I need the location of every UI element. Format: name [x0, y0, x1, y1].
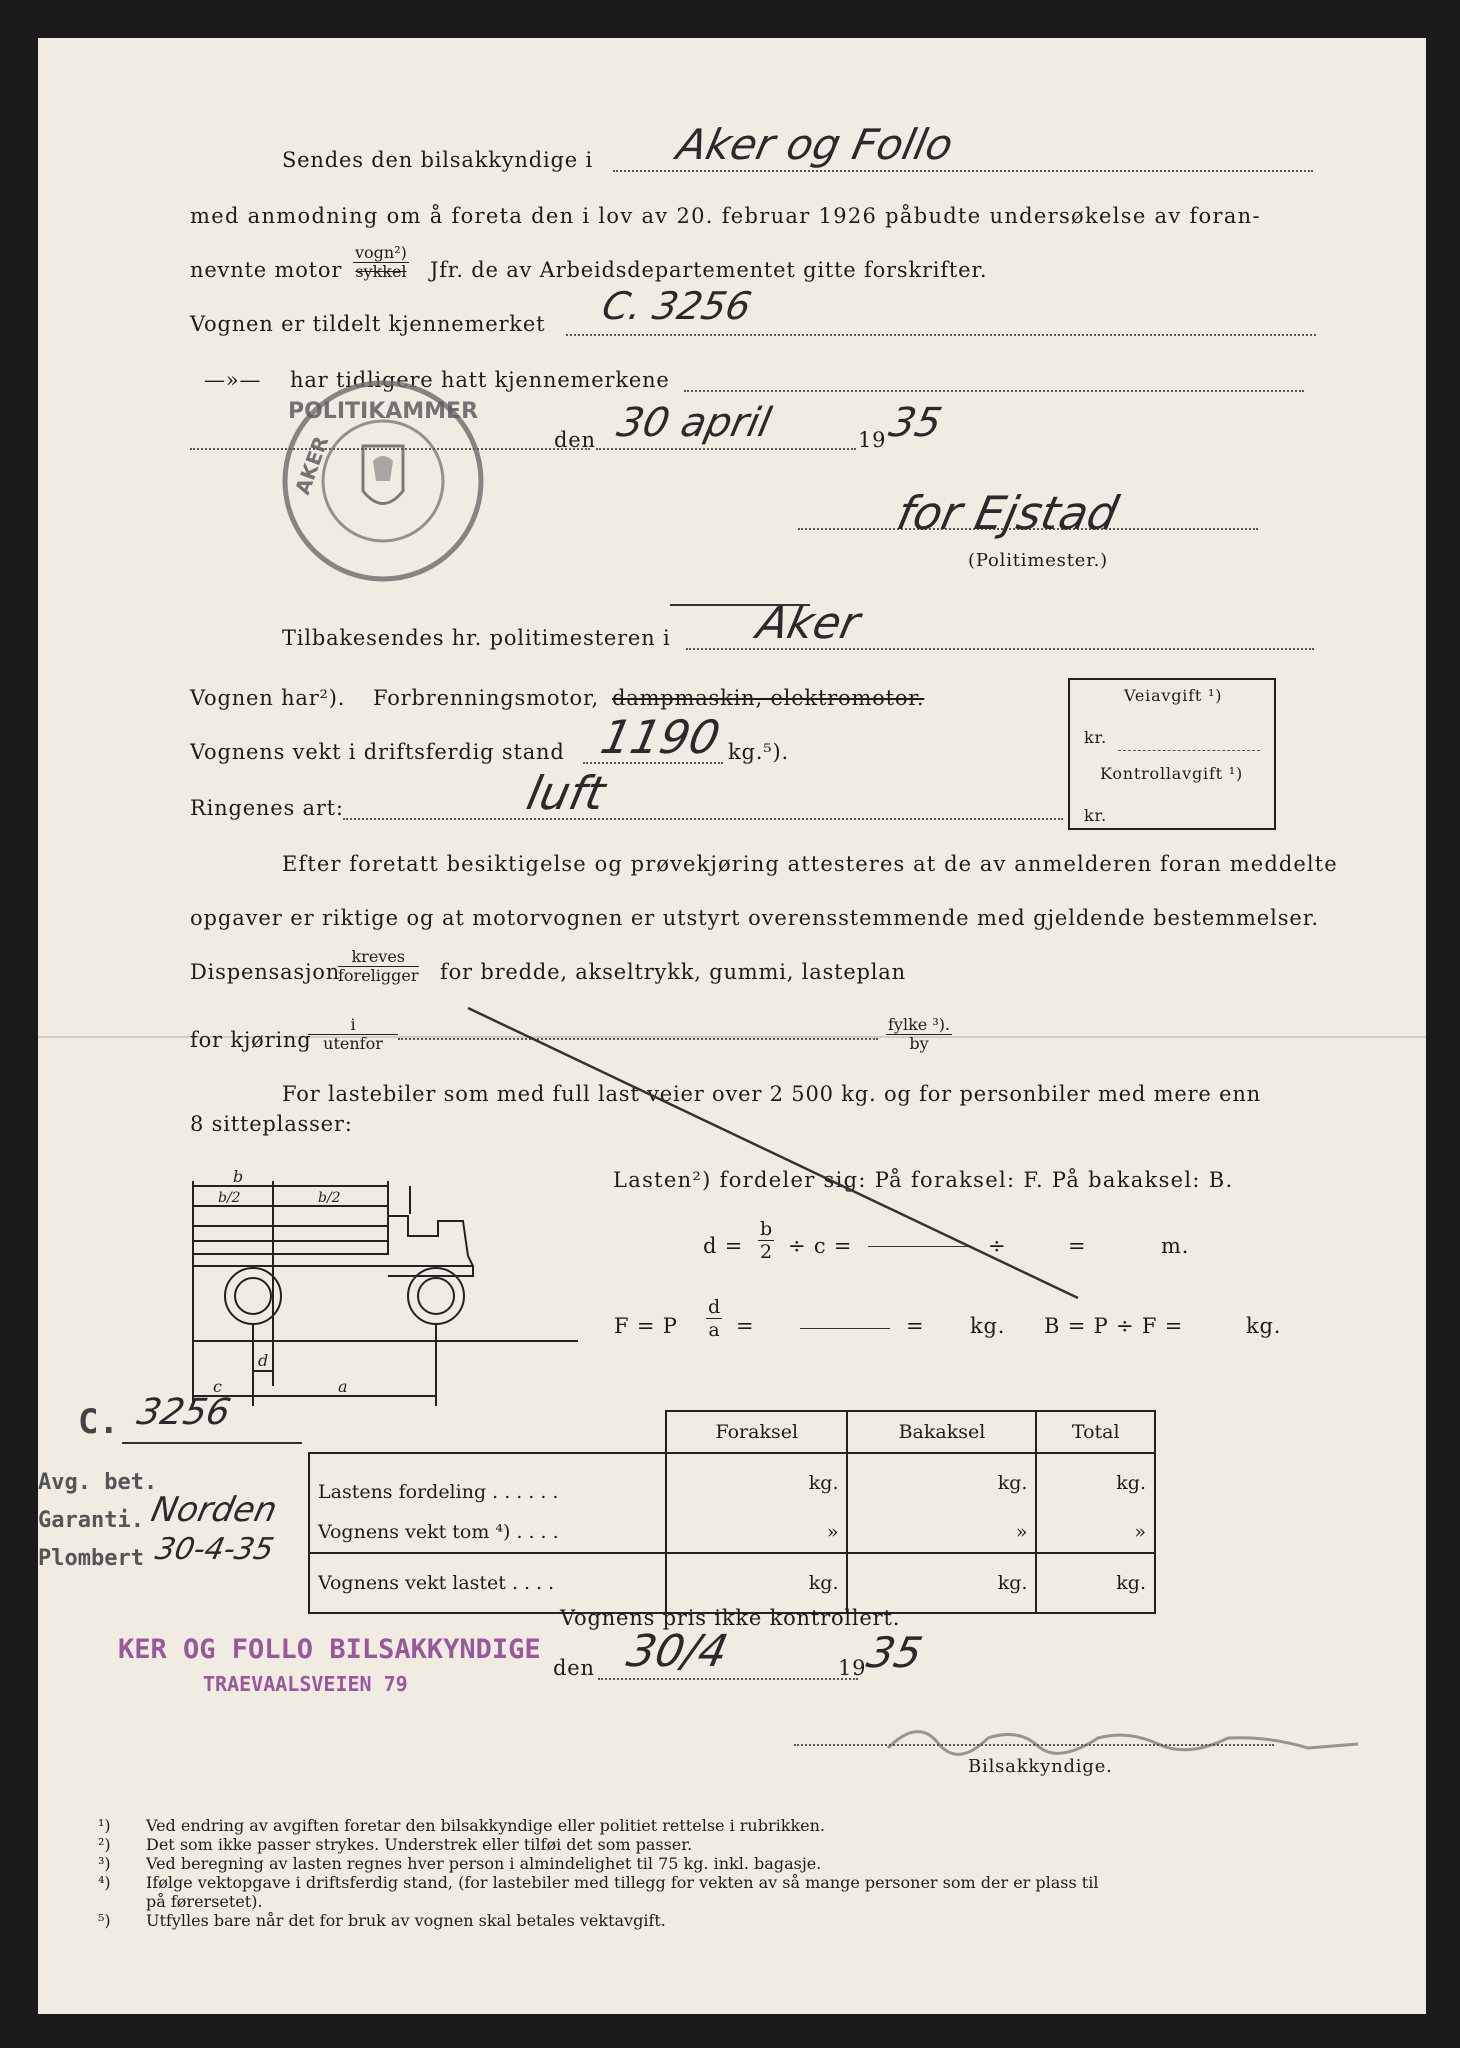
- attest-line-2: opgaver er riktige og at motorvognen er utstyrt overensstemmende med gjeldende bestemmelser.: [190, 906, 1319, 930]
- stamp-left-text: AKER: [290, 433, 334, 498]
- den-label-1: den: [554, 428, 596, 452]
- vekt-handwriting: 1190: [596, 710, 725, 764]
- avgift-box: [1068, 678, 1276, 830]
- 2-denominator: 2: [760, 1241, 773, 1263]
- d-unit-m: m.: [1161, 1234, 1190, 1258]
- kjennemerket-dotline: [566, 334, 1316, 336]
- by-option: by: [909, 1034, 929, 1053]
- year-handwriting-2: 35: [862, 1628, 927, 1677]
- footnotes: [98, 1816, 1348, 1930]
- kreves-option: kreves: [338, 948, 419, 967]
- table-row: Vognens vekt tom ⁴) .... » » »: [309, 1512, 1155, 1553]
- dispensasjon-prefix: Dispensasjon: [190, 960, 341, 984]
- row2-unit-foraksel: kg.: [808, 1572, 839, 1594]
- reg-underline: [122, 1442, 302, 1444]
- row1-unit-total: »: [1134, 1521, 1146, 1543]
- table-row: Vognens vekt lastet .... kg. kg. kg.: [309, 1553, 1155, 1613]
- sendes-text: Sendes den bilsakkyndige i: [282, 148, 593, 172]
- diagonal-strike: [458, 998, 1098, 1318]
- footnote-4: ⁴) Ifølge vektopgave i driftsferdig stand, (for lastebiler med tillegg for vekten av så mange personer som der er plass til: [98, 1873, 1099, 1892]
- diagram-label-a: a: [338, 1377, 348, 1396]
- f-eq-1: =: [736, 1314, 755, 1338]
- table-header-bakaksel: Bakaksel: [847, 1411, 1036, 1453]
- diagram-label-d: d: [258, 1351, 269, 1370]
- vekt-label: Vognens vekt i driftsferdig stand: [190, 740, 565, 764]
- reg-handwriting: 3256: [133, 1392, 234, 1433]
- diagram-label-b2-left: b/2: [218, 1190, 241, 1206]
- bilsakkyndige-stamp-line-2: TRAEVAALSVEIEN 79: [203, 1672, 408, 1696]
- tidligere-dotline: [684, 390, 1304, 392]
- row-label-lastet: Vognens vekt lastet: [318, 1572, 506, 1594]
- stamp-top-text: POLITIKAMMER: [287, 399, 479, 424]
- reg-prefix: C.: [78, 1402, 119, 1442]
- plombert-handwriting: 30-4-35: [152, 1532, 277, 1567]
- ringenes-dotline: [343, 818, 1063, 820]
- diagram-label-b2-right: b/2: [318, 1190, 341, 1206]
- pris-ikke-kontrollert: Vognens pris ikke kontrollert.: [560, 1606, 901, 1630]
- vekt-unit: kg.⁵).: [728, 740, 789, 764]
- d-numerator: d: [708, 1296, 721, 1318]
- ringenes-label: Ringenes art:: [190, 796, 344, 820]
- sendes-dotline: [613, 170, 1313, 172]
- vognen-har-prefix: Vognen har²).: [190, 686, 346, 710]
- politimester-label: (Politimester.): [968, 550, 1108, 571]
- kontrollavgift-label: Kontrollavgift ¹): [1100, 764, 1244, 783]
- kjennemerket-label: Vognen er tildelt kjennemerket: [190, 312, 546, 336]
- motor-prefix: nevnte motor: [190, 258, 343, 282]
- garanti-stamp: Garanti.: [38, 1508, 144, 1533]
- date-handwriting-1: 30 april: [613, 400, 776, 446]
- ditto-mark: —»—: [204, 368, 262, 392]
- table-header-total: Total: [1036, 1411, 1155, 1453]
- veiavgift-label: Veiavgift ¹): [1124, 686, 1223, 705]
- footnote-1: ¹) Ved endring av avgiften foretar den bilsakkyndige eller politiet rettelse i rubrikken.: [98, 1816, 825, 1835]
- foreligger-option: foreligger: [338, 966, 419, 985]
- footnote-3: ³) Ved beregning av lasten regnes hver person i almindelighet til 75 kg. inkl. bagasje.: [98, 1854, 822, 1873]
- a-denominator: a: [708, 1319, 720, 1341]
- avg-bet-stamp: Avg. bet.: [38, 1470, 158, 1495]
- tidligere-label: har tidligere hatt kjennemerkene: [290, 368, 670, 392]
- politikammer-stamp: [278, 376, 488, 586]
- garanti-handwriting: Norden: [147, 1490, 281, 1530]
- table-row: Lastens fordeling ...... kg. kg. kg.: [309, 1453, 1155, 1512]
- sykkel-option: sykkel: [355, 262, 407, 281]
- kjennemerket-handwriting: C. 3256: [598, 284, 756, 328]
- fylke-option: fylke ³).: [888, 1015, 951, 1034]
- row-label-tom: Vognens vekt tom ⁴): [318, 1521, 511, 1543]
- lastebil-line-2: 8 sitteplasser:: [190, 1112, 353, 1136]
- row0-unit-foraksel: kg.: [808, 1472, 839, 1494]
- year-prefix-1: 19: [858, 428, 887, 452]
- i-utenfor-fraction: [308, 1016, 398, 1053]
- bilsakkyndige-stamp-line-1: KER OG FOLLO BILSAKKYNDIGE: [118, 1634, 541, 1665]
- kr-label-2: kr.: [1084, 806, 1108, 825]
- table-corner: [309, 1411, 666, 1453]
- kreves-foreligger-fraction: [338, 948, 419, 985]
- vogn-sykkel-fraction: [353, 244, 409, 281]
- b-formula: B = P ÷ F =: [1044, 1314, 1184, 1338]
- f-eq-2: =: [906, 1314, 925, 1338]
- vogn-option: vogn²): [355, 243, 407, 262]
- f-formula-left: F = P: [614, 1314, 678, 1338]
- place-dotline: [190, 448, 590, 450]
- lasten-fordeler-text: Lasten²) fordeler sig: På foraksel: F. På bakaksel: B.: [613, 1168, 1234, 1192]
- anmodning-text: med anmodning om å foreta den i lov av 20. februar 1926 påbudte undersøkelse av foran-: [190, 204, 1261, 228]
- ringenes-handwriting: luft: [522, 766, 610, 820]
- sendes-handwriting: Aker og Follo: [672, 120, 958, 169]
- row1-unit-bakaksel: »: [1015, 1521, 1028, 1543]
- d-div-sign: ÷: [988, 1234, 1007, 1258]
- bilsakkyndig-dotline: [794, 1744, 1274, 1746]
- row-label-fordeling: Lastens fordeling: [318, 1481, 487, 1503]
- den-label-2: den: [553, 1656, 595, 1680]
- form-page: [38, 38, 1426, 2014]
- row2-unit-total: kg.: [1116, 1572, 1146, 1594]
- forbrenningsmotor-text: Forbrenningsmotor,: [373, 686, 599, 710]
- tilbakesendes-text: Tilbakesendes hr. politimesteren i: [282, 626, 671, 650]
- forskrifter-text: Jfr. de av Arbeidsdepartementet gitte forskrifter.: [430, 258, 988, 282]
- date-dotline-2: [598, 1678, 858, 1680]
- vekt-table: [308, 1410, 1156, 1614]
- lastebil-line-1: For lastebiler som med full last veier over 2 500 kg. og for personbiler med mere enn: [282, 1082, 1261, 1106]
- diagram-label-b: b: [233, 1167, 244, 1186]
- footnote-4-cont: på førersetet).: [146, 1892, 263, 1911]
- row1-unit-foraksel: »: [826, 1521, 839, 1543]
- kr-label-1: kr.: [1084, 728, 1108, 747]
- table-header-foraksel: Foraksel: [666, 1411, 847, 1453]
- d-eq-sign: =: [1068, 1234, 1087, 1258]
- dispensasjon-suffix: for bredde, akseltrykk, gummi, lasteplan: [440, 960, 906, 984]
- date-handwriting-2: 30/4: [622, 1626, 733, 1677]
- politimester-signature: for Ejstad: [892, 486, 1123, 540]
- f-unit-kg: kg.: [970, 1314, 1006, 1338]
- f-blank-1: [800, 1328, 890, 1329]
- tilbakesendes-handwriting: Aker: [752, 598, 865, 649]
- kjoring-prefix: for kjøring: [190, 1028, 312, 1052]
- dampmaskin-struck-text: dampmaskin, elektromotor.: [612, 686, 925, 710]
- utenfor-option: utenfor: [323, 1034, 383, 1053]
- diagram-label-c: c: [213, 1377, 222, 1396]
- year-prefix-2: 19: [838, 1656, 867, 1680]
- b-unit-kg: kg.: [1246, 1314, 1282, 1338]
- row2-unit-bakaksel: kg.: [997, 1572, 1028, 1594]
- i-option: i: [308, 1016, 398, 1035]
- d-formula-rest: ÷ c =: [788, 1234, 853, 1258]
- footnote-5: ⁵) Utfylles bare når det for bruk av vognen skal betales vektavgift.: [98, 1911, 666, 1930]
- plombert-stamp: Plombert: [38, 1546, 144, 1571]
- row0-unit-bakaksel: kg.: [997, 1472, 1028, 1494]
- date-dotline-1: [596, 448, 856, 450]
- b-numerator: b: [760, 1218, 773, 1240]
- veiavgift-line: [1118, 750, 1260, 751]
- year-handwriting-1: 35: [885, 400, 946, 446]
- footnote-2: ²) Det som ikke passer strykes. Understrek eller tilføi det som passer.: [98, 1835, 693, 1854]
- row0-unit-total: kg.: [1116, 1472, 1146, 1494]
- bilsakkyndige-label: Bilsakkyndige.: [968, 1756, 1113, 1777]
- attest-line-1: Efter foretatt besiktigelse og prøvekjøring attesteres at de av anmelderen foran meddelte: [282, 852, 1338, 876]
- d-formula-left: d =: [703, 1234, 744, 1258]
